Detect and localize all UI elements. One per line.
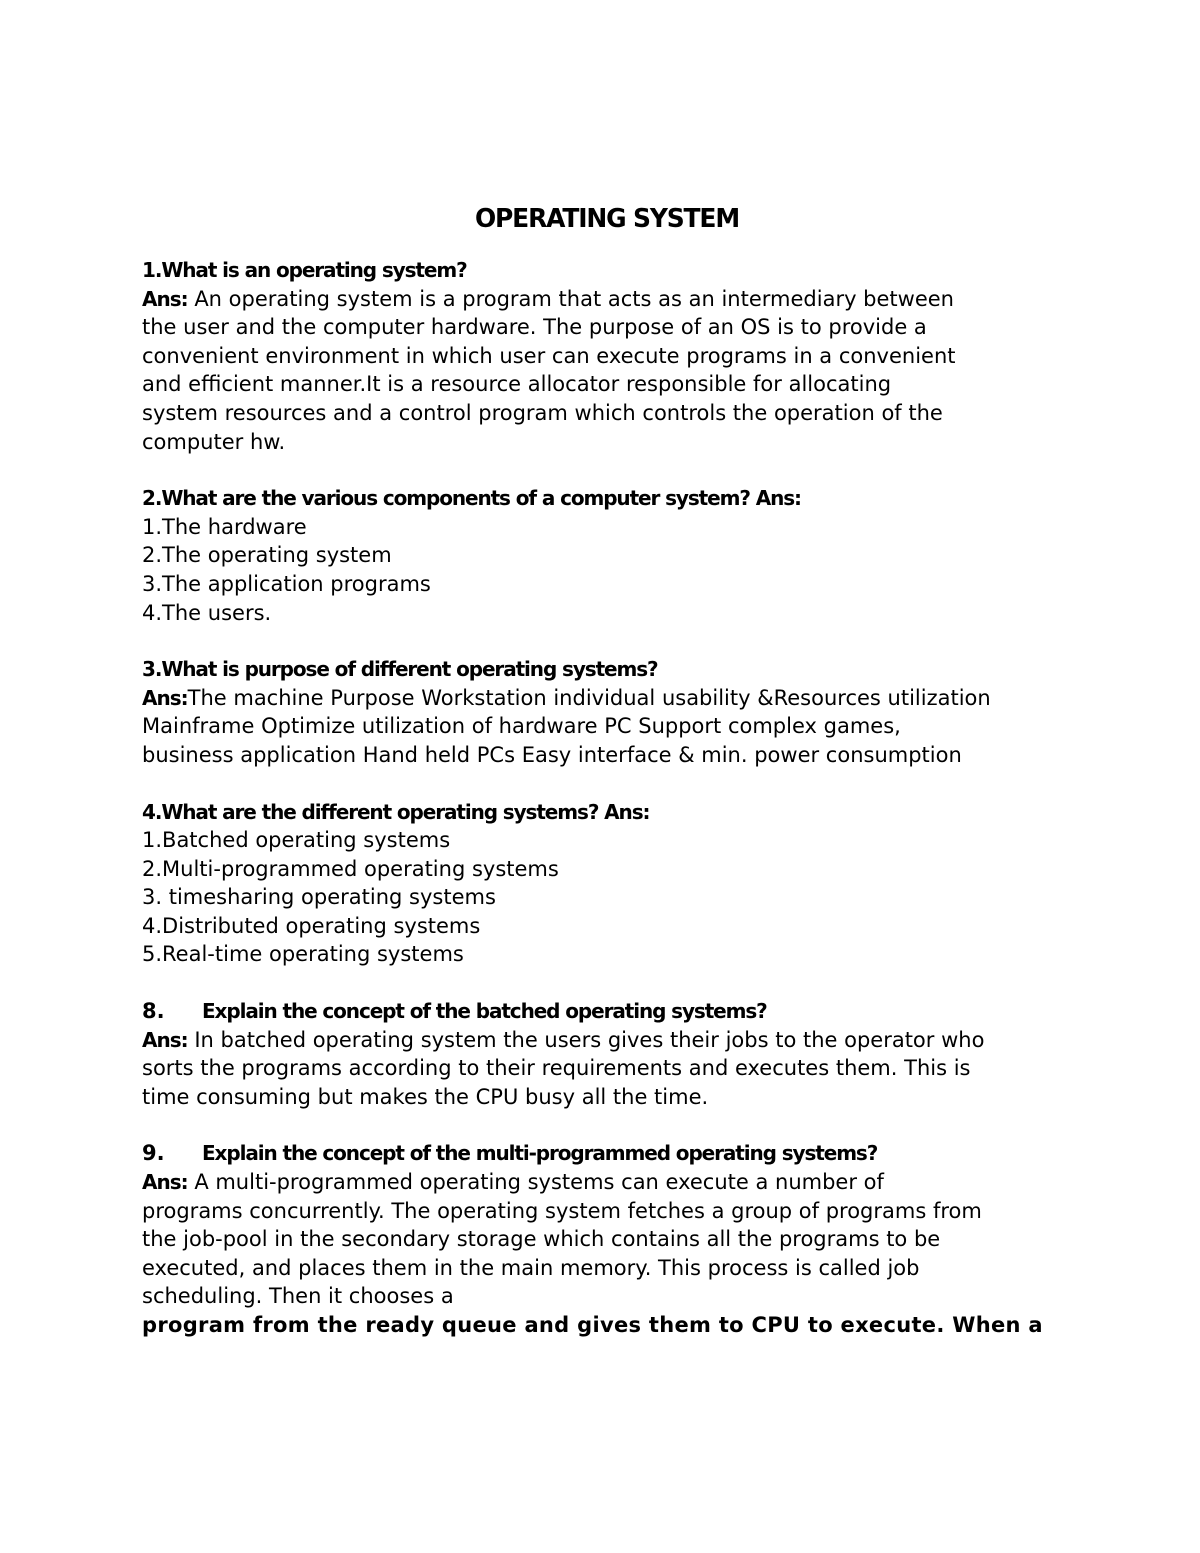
question-9 [142,1139,1072,1168]
question-text: What is an operating system? [161,258,467,282]
ans-label: Ans: [142,1170,188,1195]
question-text: Explain the concept of the batched operating systems? [202,999,767,1024]
ans-label: Ans: [142,286,188,311]
question-number: 1. [142,258,162,282]
answer-line: scheduling. Then it chooses a [142,1284,454,1309]
answer-line: Mainframe Optimize utilization of hardware PC Support complex games, [142,714,901,739]
question-text: What are the various components of a computer system? Ans: [161,486,801,511]
answer-line [142,1026,1072,1055]
answer-line [142,684,1072,713]
answer-line: convenient environment in which user can execute programs in a convenient [142,343,956,368]
question-1 [142,256,1072,285]
answer-line: the user and the computer hardware. The purpose of an OS is to provide a [142,315,927,340]
answer-line-bold: program from the ready queue and gives them to CPU to execute. When a [142,1313,1043,1337]
question-2 [142,484,1072,513]
answer-line: programs concurrently. The operating system fetches a group of programs from [142,1198,982,1223]
question-text: What are the different operating systems? Ans: [161,799,650,824]
list-item: 1.The hardware [142,514,307,539]
spacer [142,770,1072,798]
ans-label: Ans: [142,1027,188,1052]
answer-text: The machine Purpose Workstation individual usability &Resources utilization [187,685,991,710]
answer-line: system resources and a control program which controls the operation of the [142,400,943,425]
question-number: 9. [142,1141,165,1166]
question-number: 4. [142,799,162,824]
answer-text: In batched operating system the users gives their jobs to the operator who [194,1027,985,1052]
ans-label: Ans: [142,685,188,710]
question-text: What is purpose of different operating systems? [161,657,658,682]
answer-line: sorts the programs according to their requirements and executes them. This is [142,1056,971,1081]
list-item: 4.The users. [142,600,272,625]
answer-line: computer hw. [142,429,286,454]
spacer [142,456,1072,484]
question-4 [142,798,1072,827]
answer-line: the job-pool in the secondary storage which contains all the programs to be [142,1227,941,1252]
question-number: 3. [142,657,162,682]
list-item: 3.The application programs [142,571,431,596]
answer-text: An operating system is a program that acts as an intermediary between [194,286,954,311]
answer-line: and efficient manner.It is a resource allocator responsible for allocating [142,372,892,397]
spacer [142,627,1072,655]
spacer [142,969,1072,997]
question-number: 2. [142,486,162,511]
answer-line [142,1168,1072,1197]
list-item: 5.Real-time operating systems [142,942,464,967]
spacer [142,1111,1072,1139]
answer-text: A multi-programmed operating systems can execute a number of [194,1170,884,1195]
answer-line: business application Hand held PCs Easy interface & min. power consumption [142,742,962,767]
list-item: 4.Distributed operating systems [142,913,481,938]
list-item: 3. timesharing operating systems [142,885,496,910]
document-page [142,196,1072,1340]
question-8 [142,997,1072,1026]
answer-line: time consuming but makes the CPU busy all the time. [142,1084,709,1109]
page-title: OPERATING SYSTEM [474,204,740,234]
list-item: 2.Multi-programmed operating systems [142,856,559,881]
question-text: Explain the concept of the multi-programmed operating systems? [202,1141,878,1166]
list-item: 2.The operating system [142,543,392,568]
question-3 [142,655,1072,684]
answer-line [142,285,1072,314]
answer-line: executed, and places them in the main memory. This process is called job [142,1255,920,1280]
list-item: 1.Batched operating systems [142,828,451,853]
question-number: 8. [142,999,165,1024]
